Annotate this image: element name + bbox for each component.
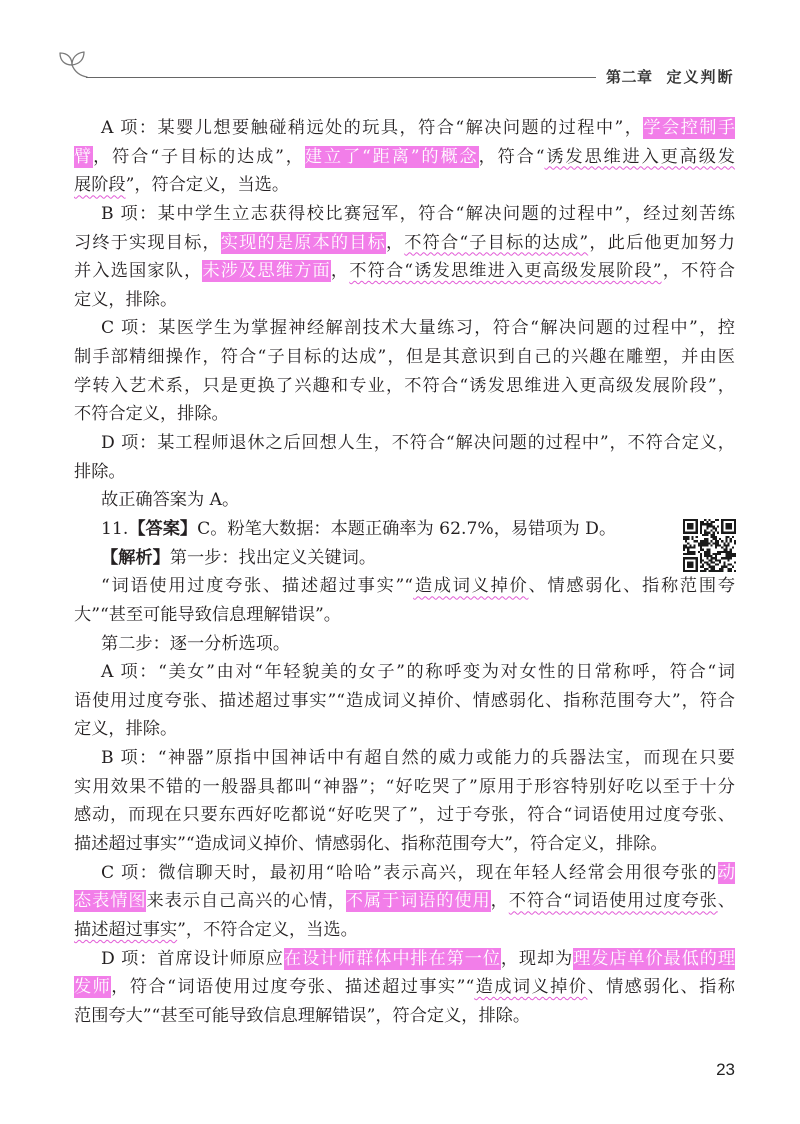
text-line	[74, 458, 735, 487]
text-run: ，现却为	[500, 948, 574, 969]
text-run: B 项：某中学生立志获得校比赛冠军，符合“解决问题的过程中”，经过刻苦练	[101, 203, 735, 224]
text-run: ，	[385, 232, 405, 253]
highlighted-text: 发师	[74, 977, 112, 998]
paragraph	[74, 544, 735, 573]
text-run: ，	[490, 891, 509, 912]
text-run: 不符合定义，排除。	[74, 404, 229, 425]
text-run: ，符合“	[478, 146, 545, 167]
highlighted-text: 态表情图	[74, 891, 147, 912]
text-run: 、情感弱化、指称范围夸	[528, 576, 735, 597]
text-line	[74, 744, 735, 773]
text-run: ，	[330, 261, 350, 282]
text-run: 描述超过事实”“造成词义掉价、情感弱化、指称范围夸大”，符合定义，排除。	[74, 834, 668, 855]
text-line	[74, 859, 735, 888]
text-run: 制手部精细操作，符合“子目标的达成”，但是其意识到自己的兴趣在雕塑，并由医	[74, 347, 735, 368]
text-run: 大”“甚至可能导致信息理解错误”。	[74, 604, 341, 625]
text-line	[74, 286, 735, 315]
highlighted-text: 建立了“距离”的概念	[304, 146, 479, 167]
text-run: A 项：“美女”由对“年轻貌美的女子”的称呼变为对女性的日常称呼，符合“词	[101, 662, 735, 683]
text-line	[74, 515, 735, 544]
text-run: 感动，而现在只要东西好吃都说“好吃哭了”，过于夸张，符合“词语使用过度夸张、	[74, 805, 735, 826]
text-run: 故正确答案为 A。	[101, 490, 240, 511]
text-line	[74, 572, 735, 601]
highlighted-text: 理发店单价最低的理	[573, 948, 735, 969]
text-run: 学转入艺术系，只是更换了兴趣和专业，不符合“诱发思维进入更高级发展阶段”，	[74, 375, 735, 396]
text-run: ，此后他更加努力	[588, 232, 735, 253]
paragraph	[74, 114, 735, 200]
text-line	[74, 200, 735, 229]
text-run: C。粉笔大数据：本题正确率为 62.7%，易错项为 D。	[197, 518, 617, 539]
text-run: 、情感弱化、指称	[587, 977, 735, 998]
text-line	[74, 143, 735, 172]
text-line	[74, 916, 735, 945]
wavy-underlined-text: 造成词义掉价	[413, 576, 529, 597]
paragraph	[74, 572, 735, 629]
text-run: 、	[717, 891, 735, 912]
paragraph	[74, 945, 735, 1031]
text-line	[74, 400, 735, 429]
text-line	[74, 830, 735, 859]
text-run: C 项：微信聊天时，最初用“哈哈”表示高兴，现在年轻人经常会用很夸张的	[101, 862, 718, 883]
text-line	[74, 343, 735, 372]
wavy-underlined-text: 描述超过事实	[74, 919, 178, 940]
paragraph	[74, 630, 735, 659]
body-text	[74, 114, 735, 1031]
text-run: 习终于实现目标，	[74, 232, 221, 253]
text-run: 实用效果不错的一般器具都叫“神器”；“好吃哭了”原用于形容特别好吃以至于十分	[74, 776, 735, 797]
page-number: 23	[716, 1060, 735, 1079]
text-run: 定义，排除。	[74, 289, 178, 310]
chapter-heading	[606, 67, 735, 87]
text-run: 定义，排除。	[74, 719, 178, 740]
text-line	[74, 601, 735, 630]
paragraph	[74, 429, 735, 486]
text-line	[74, 658, 735, 687]
highlighted-text: 动	[717, 862, 735, 883]
text-line	[74, 945, 735, 974]
text-line	[74, 801, 735, 830]
wavy-underlined-text: 展阶段	[74, 175, 126, 196]
wavy-underlined-text: 不符合“词语使用过度夸张	[508, 891, 718, 912]
paragraph	[74, 744, 735, 859]
text-line	[74, 773, 735, 802]
text-run: 范围夸大”“甚至可能导致信息理解错误”，符合定义，排除。	[74, 1005, 531, 1026]
highlighted-text: 不属于词语的使用	[345, 891, 491, 912]
text-run: 并入选国家队，	[74, 261, 203, 282]
text-line	[74, 429, 735, 458]
text-line	[74, 486, 735, 515]
highlighted-text: 学会控制手	[643, 118, 735, 138]
chapter-number: 第二章	[606, 68, 653, 86]
text-run: “词语使用过度夸张、描述超过事实”“	[101, 576, 414, 597]
text-line	[74, 715, 735, 744]
text-run: 来表示自己高兴的心情，	[146, 891, 346, 912]
qr-code-icon	[683, 519, 736, 572]
text-run: ”，不符合定义，当选。	[177, 919, 358, 940]
text-line	[74, 314, 735, 343]
highlighted-text: 实现的是原本的目标	[220, 232, 386, 253]
text-line	[74, 887, 735, 916]
text-line	[74, 544, 735, 573]
text-run: A 项：某婴儿想要触碰稍远处的玩具，符合“解决问题的过程中”，	[101, 118, 644, 138]
bold-label: 【答案】	[128, 518, 198, 539]
highlighted-text: 未涉及思维方面	[202, 261, 331, 282]
section-title: 定义判断	[666, 68, 735, 86]
text-line	[74, 171, 735, 200]
text-run: D 项：某工程师退休之后回想人生，不符合“解决问题的过程中”，不符合定义，	[101, 433, 735, 454]
paragraph	[74, 486, 735, 515]
wavy-underlined-text: 不符合“子目标的达成”	[404, 232, 589, 253]
sprout-icon	[57, 48, 88, 80]
text-line	[74, 630, 735, 659]
paragraph	[74, 859, 735, 945]
text-run: 第二步：逐一分析选项。	[101, 633, 291, 654]
highlighted-text: 臂	[74, 146, 94, 167]
paragraph	[74, 314, 735, 429]
text-run: ”，符合定义，当选。	[125, 175, 290, 196]
paragraph	[74, 658, 735, 744]
text-run: 排除。	[74, 461, 126, 482]
paragraph	[74, 515, 735, 544]
header-rule	[86, 77, 596, 78]
highlighted-text: 在设计师群体中排在第一位	[283, 948, 501, 969]
text-line	[74, 229, 735, 258]
text-line	[74, 973, 735, 1002]
wavy-underlined-text: 诱发思维进入更高级发	[544, 146, 735, 167]
text-run: 第一步：找出定义关键词。	[169, 547, 377, 568]
text-line	[74, 372, 735, 401]
text-run: D 项：首席设计师原应	[101, 948, 284, 969]
wavy-underlined-text: 不符合“诱发思维进入更高级发展阶段”	[349, 261, 662, 282]
text-run: 语使用过度夸张、描述超过事实”“造成词义掉价、情感弱化、指称范围夸大”，符合	[74, 690, 735, 711]
bold-label: 【解析】	[101, 547, 170, 568]
text-run: 11.	[101, 518, 129, 539]
text-run: ，符合“子目标的达成”，	[93, 146, 305, 167]
text-line	[74, 687, 735, 716]
wavy-underlined-text: 造成词义掉价	[474, 977, 588, 998]
text-run: C 项：某医学生为掌握神经解剖技术大量练习，符合“解决问题的过程中”，控	[101, 318, 735, 339]
text-run: ，不符合	[661, 261, 735, 282]
text-run: B 项：“神器”原指中国神话中有超自然的威力或能力的兵器法宝，而现在只要	[101, 748, 735, 769]
paragraph	[74, 200, 735, 315]
text-line	[74, 1002, 735, 1031]
text-line	[74, 114, 735, 143]
text-line	[74, 257, 735, 286]
text-run: ，符合“词语使用过度夸张、描述超过事实”“	[111, 977, 475, 998]
